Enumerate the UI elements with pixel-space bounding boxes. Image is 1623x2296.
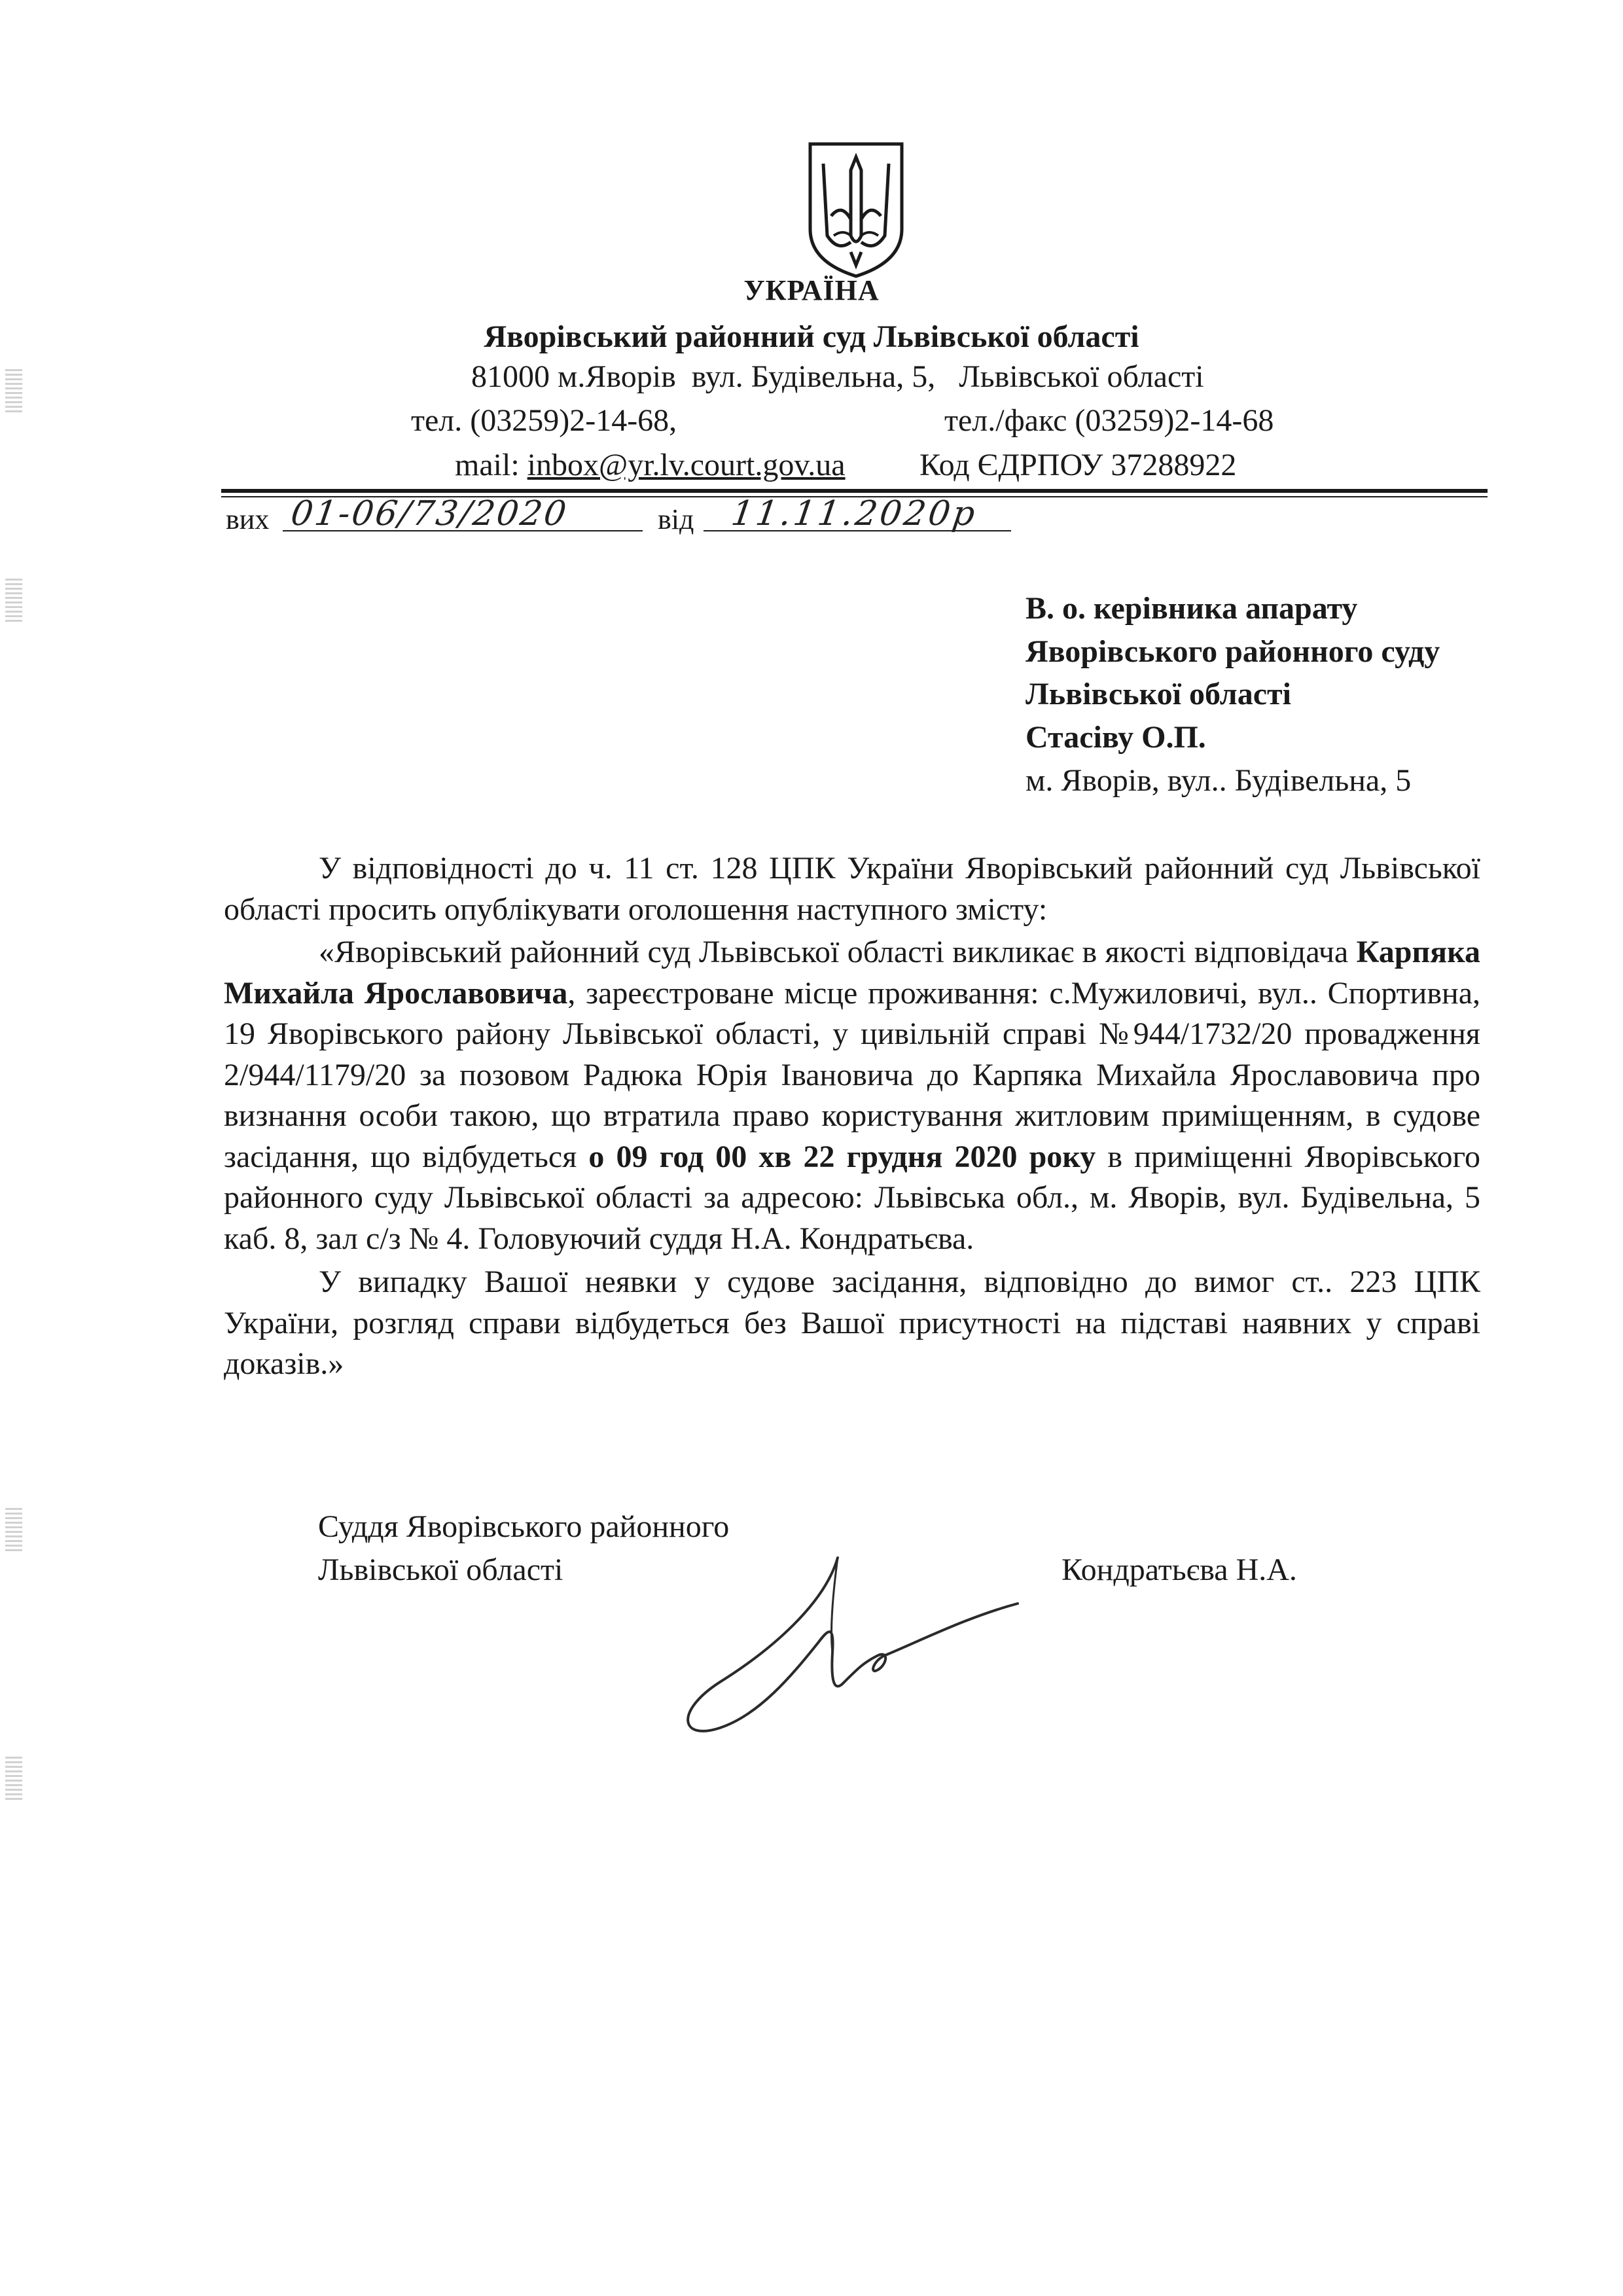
signer-title-line-2: Львівської області [318,1552,563,1587]
signer-title-line-1: Суддя Яворівського районного [318,1509,730,1544]
handwritten-signature [661,1532,1027,1754]
court-address: 81000 м.Яворів вул. Будівельна, 5, Львівської області [471,359,1204,394]
ukraine-trident-icon [804,137,908,281]
court-fax: тел./факс (03259)2-14-68 [944,403,1274,438]
defendant-name: Карпяка Михайла Ярославовича [224,935,1480,1011]
court-edrpou: Код ЄДРПОУ 37288922 [919,448,1237,482]
date-label: від [658,503,694,535]
recipient-address: м. Яворів, вул.. Будівельна, 5 [1026,763,1412,798]
recipient-name: Стасіву О.П. [1026,720,1206,755]
scan-edge-mark [5,367,22,412]
p2-text-a: «Яворівський районний суд Львівської області викликає в якості відповідача [319,935,1357,969]
signer-name: Кондратьєва Н.А. [1061,1552,1297,1587]
scan-edge-mark [5,1505,22,1551]
mail-label: mail: [455,448,527,482]
date-handwritten: 11.11.2020р [728,494,980,533]
scan-edge-mark [5,576,22,622]
court-email-link[interactable]: inbox@yr.lv.court.gov.ua [527,448,846,482]
p2-text-b: , зареєстроване місце проживання: с.Мужиловичі, вул.. Спортивна, 19 Яворівського району Львівської області, у цивільній справі №944/1732/20 провадження 2/944/1179/20 за позовом Радюка Юрія Івановича до Карпяка Михайла Ярославовича про визнання особи такою, що втратила право користування житловим приміщенням, в судове засідання, що відбудеться [224,975,1481,1174]
hearing-datetime: о 09 год 00 хв 22 грудня 2020 року [588,1139,1096,1174]
court-name: Яворівський районний суд Львівської області [484,319,1139,354]
court-email-line [455,447,846,483]
scan-edge-mark [5,1754,22,1800]
outgoing-number-handwritten: 01-06/73/2020 [288,494,571,533]
body-paragraph-1: У відповідності до ч. 11 ст. 128 ЦПК України Яворівський районний суд Львівської області просить опублікувати оголошення наступного змісту: [224,851,1480,927]
p2-text-c: в приміщенні Яворівського районного суду Львівської області за адресою: Львівська обл., м. Яворів, вул. Будівельна, 5 каб. 8, зал с/з № 4. Головуючий суддя Н.А. Кондратьєва. [224,1139,1481,1256]
recipient-line-2: Яворівського районного суду [1026,634,1440,669]
header-divider [221,489,1488,493]
recipient-line-3: Львівської області [1026,677,1291,711]
recipient-line-1: В. о. керівника апарату [1026,591,1358,626]
body-paragraph-2 [224,932,1480,1259]
court-phone: тел. (03259)2-14-68, [411,403,677,438]
body-paragraph-3: У випадку Вашої неявки у судове засідання, відповідно до вимог ст.. 223 ЦПК України, розгляд справи відбудеться без Вашої присутності на підставі наявних у справі доказів.» [224,1265,1480,1381]
country-heading: УКРАЇНА [743,274,880,306]
outgoing-label: вих [226,503,270,535]
